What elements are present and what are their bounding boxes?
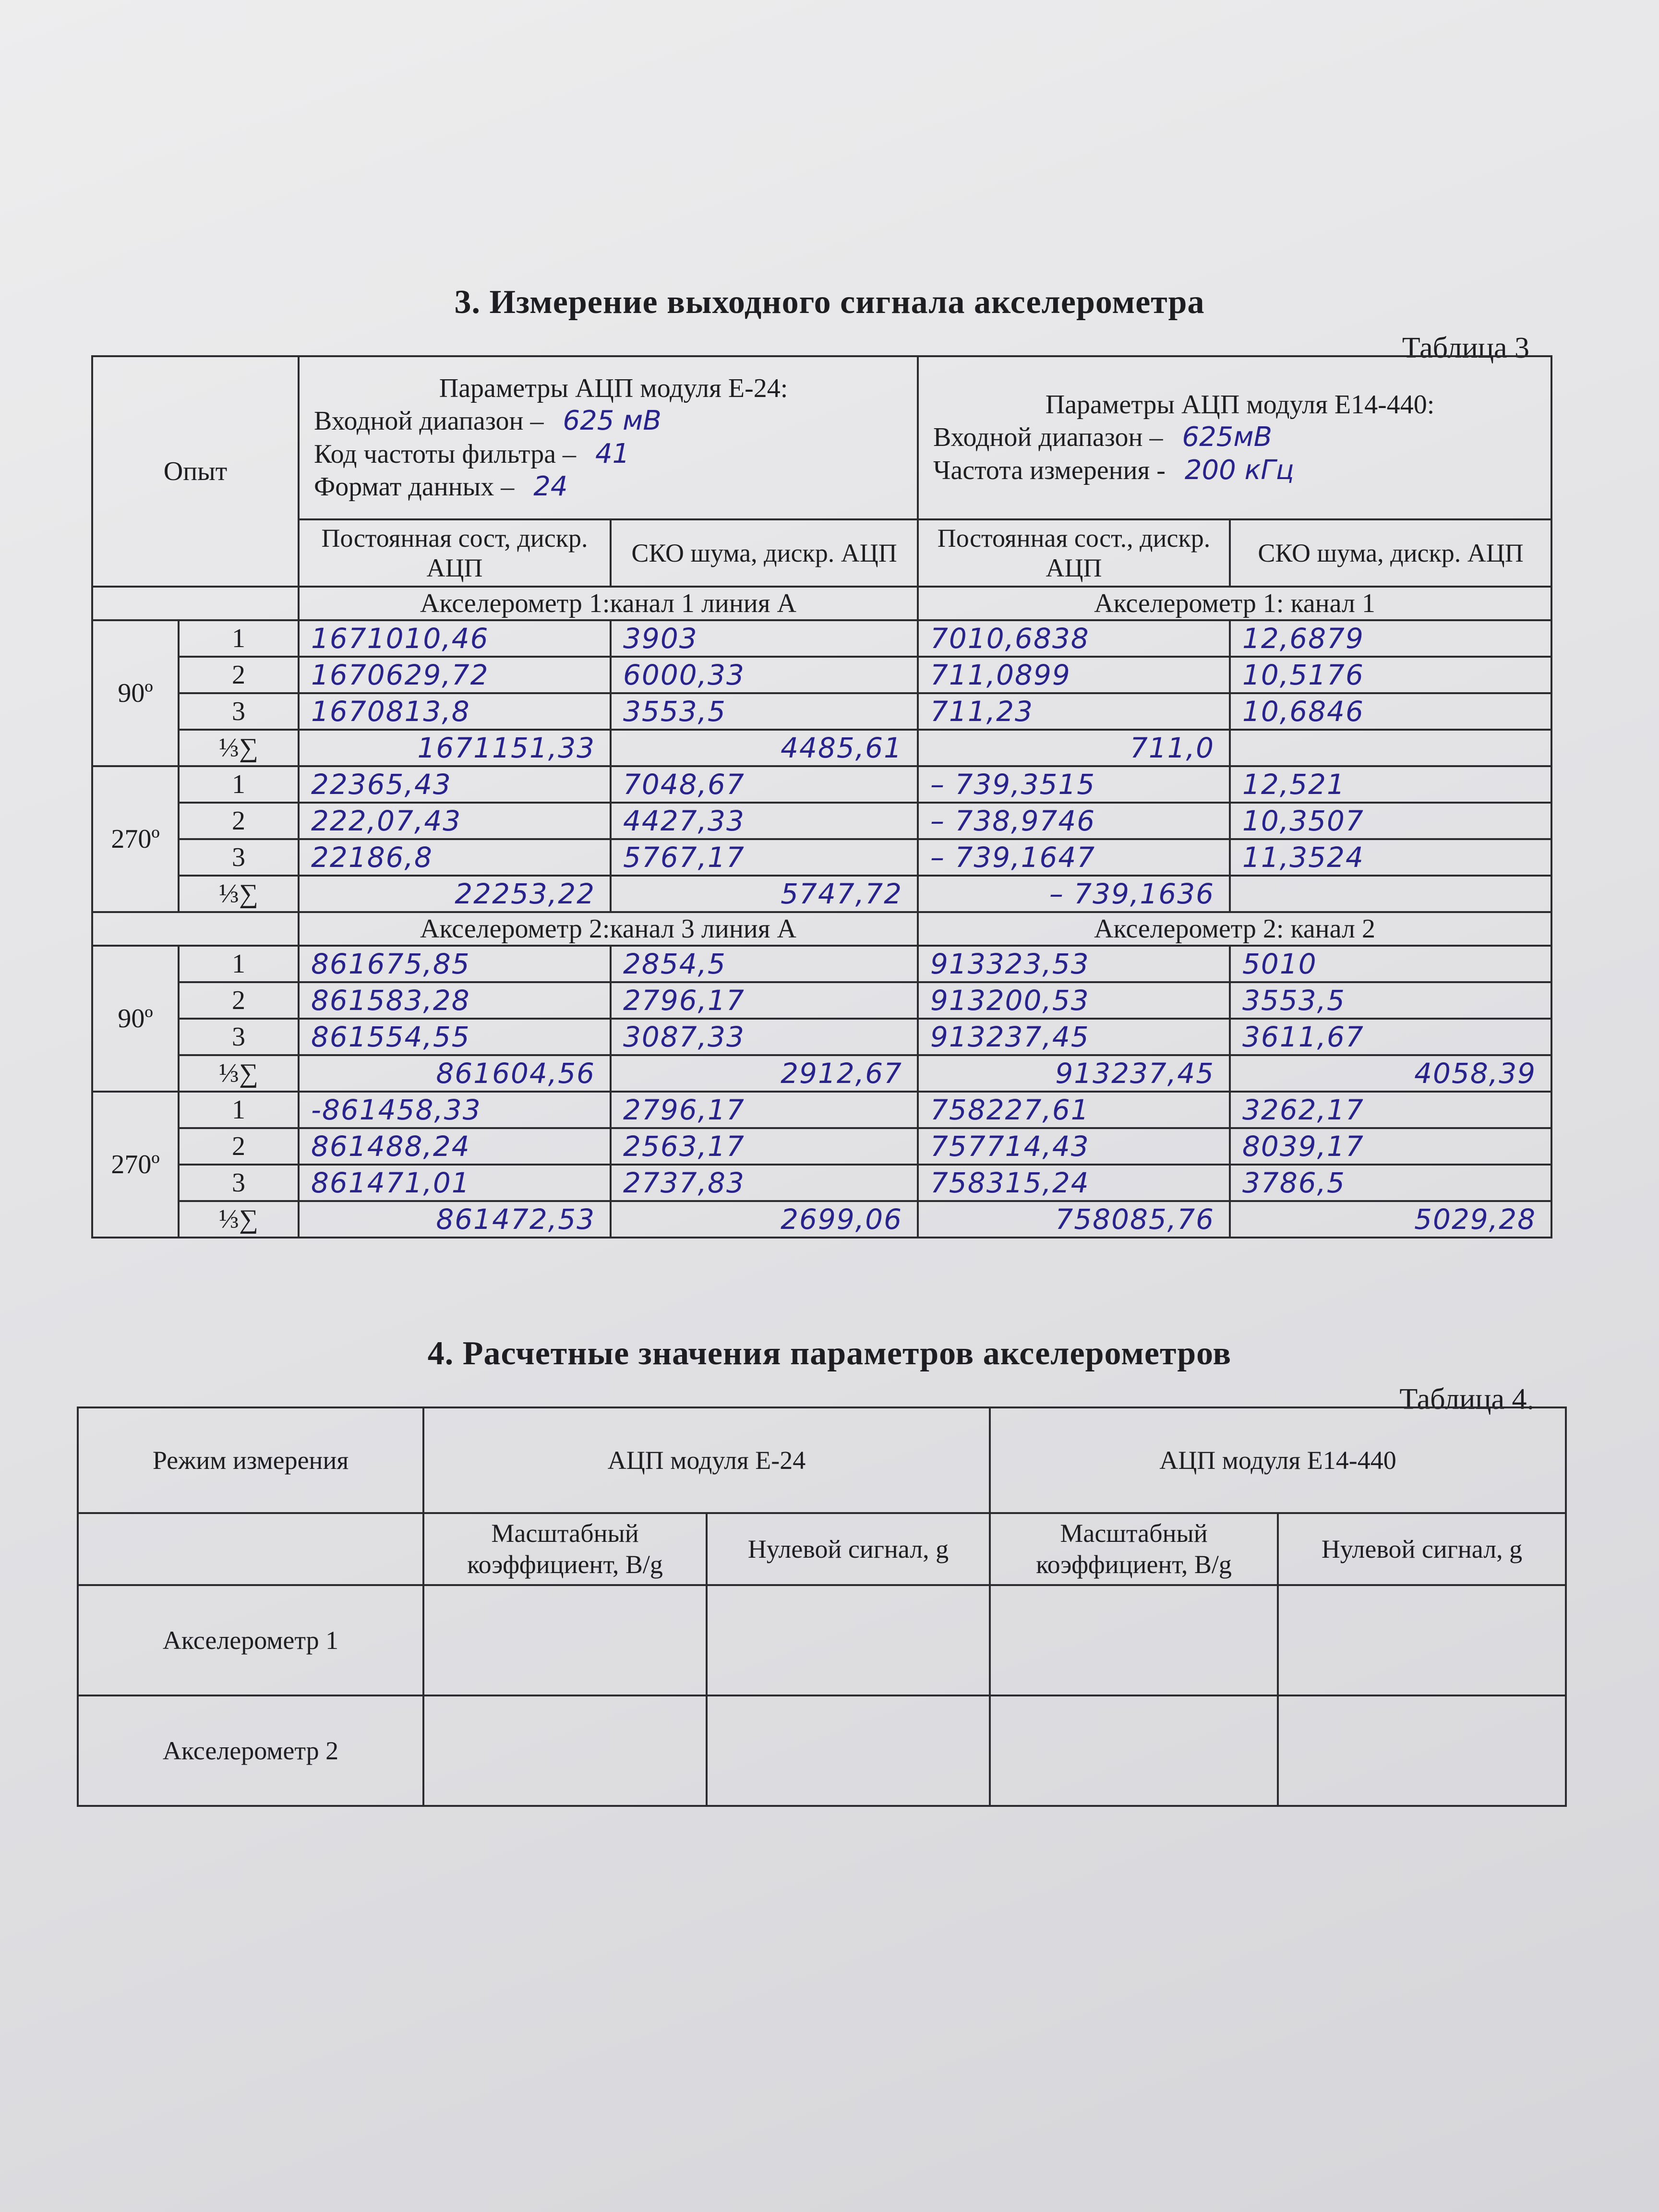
row-label-acc2: Акселерометр 2 [78, 1695, 423, 1806]
value-cell: 913237,45 [918, 1019, 1230, 1055]
angle-label: 270º [92, 1092, 179, 1238]
header-experiment: Опыт [92, 356, 299, 587]
empty-cell [423, 1585, 707, 1695]
average-cell: 861604,56 [299, 1055, 611, 1092]
value-cell: 2796,17 [611, 982, 918, 1019]
value-cell: 12,6879 [1230, 620, 1551, 657]
e24-filter-value: 41 [595, 438, 630, 469]
header-const-e24: Постоянная сост, дискр. АЦП [299, 519, 611, 587]
value-cell: 11,3524 [1230, 839, 1551, 876]
header-sko-e14: СКО шума, дискр. АЦП [1230, 519, 1551, 587]
empty-cell [423, 1695, 707, 1806]
header-scale-e14: Масштабный коэффициент, В/g [990, 1513, 1278, 1585]
e14-range-label: Входной диапазон – [933, 422, 1163, 453]
row-number: 2 [179, 803, 299, 839]
value-cell: 12,521 [1230, 766, 1551, 803]
value-cell: 6000,33 [611, 657, 918, 693]
value-cell: 7048,67 [611, 766, 918, 803]
value-cell: 7010,6838 [918, 620, 1230, 657]
value-cell: 1671010,46 [299, 620, 611, 657]
header-scale-e24: Масштабный коэффициент, В/g [423, 1513, 707, 1585]
value-cell: 3087,33 [611, 1019, 918, 1055]
row-number: 1 [179, 946, 299, 982]
e14-params [918, 356, 1551, 519]
average-cell [1230, 730, 1551, 766]
value-cell: 861488,24 [299, 1128, 611, 1165]
header-sko-e24: СКО шума, дискр. АЦП [611, 519, 918, 587]
value-cell: 913323,53 [918, 946, 1230, 982]
value-cell: 1670629,72 [299, 657, 611, 693]
value-cell: -861458,33 [299, 1092, 611, 1128]
value-cell: 861471,01 [299, 1165, 611, 1201]
average-cell: 2699,06 [611, 1201, 918, 1238]
e24-params [299, 356, 918, 519]
value-cell: 22186,8 [299, 839, 611, 876]
header-e14: АЦП модуля Е14-440 [990, 1407, 1566, 1513]
acc2-e24-label: Акселерометр 2:канал 3 линия А [299, 912, 918, 946]
e14-heading: Параметры АЦП модуля Е14-440: [1045, 390, 1435, 420]
empty-cell [990, 1695, 1278, 1806]
value-cell: 1670813,8 [299, 693, 611, 730]
table-4 [77, 1407, 1567, 1807]
value-cell: 758227,61 [918, 1092, 1230, 1128]
value-cell: 2854,5 [611, 946, 918, 982]
e14-range-value: 625мВ [1182, 421, 1273, 453]
average-cell: 2912,67 [611, 1055, 918, 1092]
average-cell: 711,0 [918, 730, 1230, 766]
value-cell: 10,6846 [1230, 693, 1551, 730]
row-number: 3 [179, 1019, 299, 1055]
row-number: 3 [179, 839, 299, 876]
value-cell: 711,0899 [918, 657, 1230, 693]
header-e24: АЦП модуля Е-24 [423, 1407, 990, 1513]
empty-cell [707, 1585, 990, 1695]
acc2-e14-label: Акселерометр 2: канал 2 [918, 912, 1551, 946]
header-zero-e24: Нулевой сигнал, g [707, 1513, 990, 1585]
average-label: ⅓∑ [179, 1201, 299, 1238]
value-cell: 861583,28 [299, 982, 611, 1019]
value-cell: 913200,53 [918, 982, 1230, 1019]
average-cell: 861472,53 [299, 1201, 611, 1238]
value-cell: 757714,43 [918, 1128, 1230, 1165]
value-cell: 5767,17 [611, 839, 918, 876]
value-cell: 3553,5 [1230, 982, 1551, 1019]
angle-label: 270º [92, 766, 179, 912]
row-number: 3 [179, 693, 299, 730]
value-cell: 22365,43 [299, 766, 611, 803]
value-cell: – 738,9746 [918, 803, 1230, 839]
e24-format-label: Формат данных – [314, 471, 515, 502]
value-cell: 10,5176 [1230, 657, 1551, 693]
average-cell: 913237,45 [918, 1055, 1230, 1092]
row-number: 2 [179, 982, 299, 1019]
average-cell: 4058,39 [1230, 1055, 1551, 1092]
row-number: 1 [179, 620, 299, 657]
value-cell: 2796,17 [611, 1092, 918, 1128]
row-label-acc1: Акселерометр 1 [78, 1585, 423, 1695]
value-cell: 222,07,43 [299, 803, 611, 839]
empty-cell [707, 1695, 990, 1806]
row-number: 1 [179, 766, 299, 803]
value-cell: 5010 [1230, 946, 1551, 982]
value-cell: 3786,5 [1230, 1165, 1551, 1201]
value-cell: 711,23 [918, 693, 1230, 730]
value-cell: 3611,67 [1230, 1019, 1551, 1055]
empty-cell [990, 1585, 1278, 1695]
e24-heading: Параметры АЦП модуля Е-24: [439, 373, 788, 404]
value-cell: 2563,17 [611, 1128, 918, 1165]
table-3 [91, 355, 1552, 1238]
section-3-title: 3. Измерение выходного сигнала акселерометра [454, 284, 1205, 321]
angle-label: 90º [92, 946, 179, 1092]
row-number: 2 [179, 1128, 299, 1165]
average-cell: – 739,1636 [918, 876, 1230, 912]
average-cell: 4485,61 [611, 730, 918, 766]
header-zero-e14: Нулевой сигнал, g [1278, 1513, 1566, 1585]
average-cell: 22253,22 [299, 876, 611, 912]
e14-freq-label: Частота измерения - [933, 455, 1166, 485]
average-label: ⅓∑ [179, 730, 299, 766]
average-label: ⅓∑ [179, 876, 299, 912]
average-cell [1230, 876, 1551, 912]
value-cell: 4427,33 [611, 803, 918, 839]
angle-label: 90º [92, 620, 179, 766]
value-cell: 3553,5 [611, 693, 918, 730]
e24-range-value: 625 мВ [563, 405, 661, 437]
row-number: 3 [179, 1165, 299, 1201]
section-4-title: 4. Расчетные значения параметров акселерометров [427, 1335, 1232, 1372]
table-4-caption: Таблица 4. [1399, 1383, 1534, 1416]
header-mode: Режим измерения [78, 1407, 423, 1513]
average-cell: 1671151,33 [299, 730, 611, 766]
row-number: 1 [179, 1092, 299, 1128]
e14-freq-value: 200 кГц [1184, 454, 1294, 486]
empty-cell [1278, 1585, 1566, 1695]
value-cell: 758315,24 [918, 1165, 1230, 1201]
header-const-e14: Постоянная сост., дискр. АЦП [918, 519, 1230, 587]
value-cell: – 739,3515 [918, 766, 1230, 803]
e24-range-label: Входной диапазон – [314, 406, 544, 436]
value-cell: – 739,1647 [918, 839, 1230, 876]
value-cell: 3262,17 [1230, 1092, 1551, 1128]
acc1-e24-label: Акселерометр 1:канал 1 линия А [299, 587, 918, 620]
value-cell: 8039,17 [1230, 1128, 1551, 1165]
value-cell: 861554,55 [299, 1019, 611, 1055]
average-cell: 5747,72 [611, 876, 918, 912]
empty-cell [1278, 1695, 1566, 1806]
average-cell: 5029,28 [1230, 1201, 1551, 1238]
acc1-e14-label: Акселерометр 1: канал 1 [918, 587, 1551, 620]
table-3-caption: Таблица 3 [1402, 332, 1529, 364]
average-cell: 758085,76 [918, 1201, 1230, 1238]
row-number: 2 [179, 657, 299, 693]
value-cell: 10,3507 [1230, 803, 1551, 839]
value-cell: 2737,83 [611, 1165, 918, 1201]
e24-filter-label: Код частоты фильтра – [314, 439, 577, 469]
value-cell: 861675,85 [299, 946, 611, 982]
e24-format-value: 24 [533, 470, 568, 502]
value-cell: 3903 [611, 620, 918, 657]
average-label: ⅓∑ [179, 1055, 299, 1092]
